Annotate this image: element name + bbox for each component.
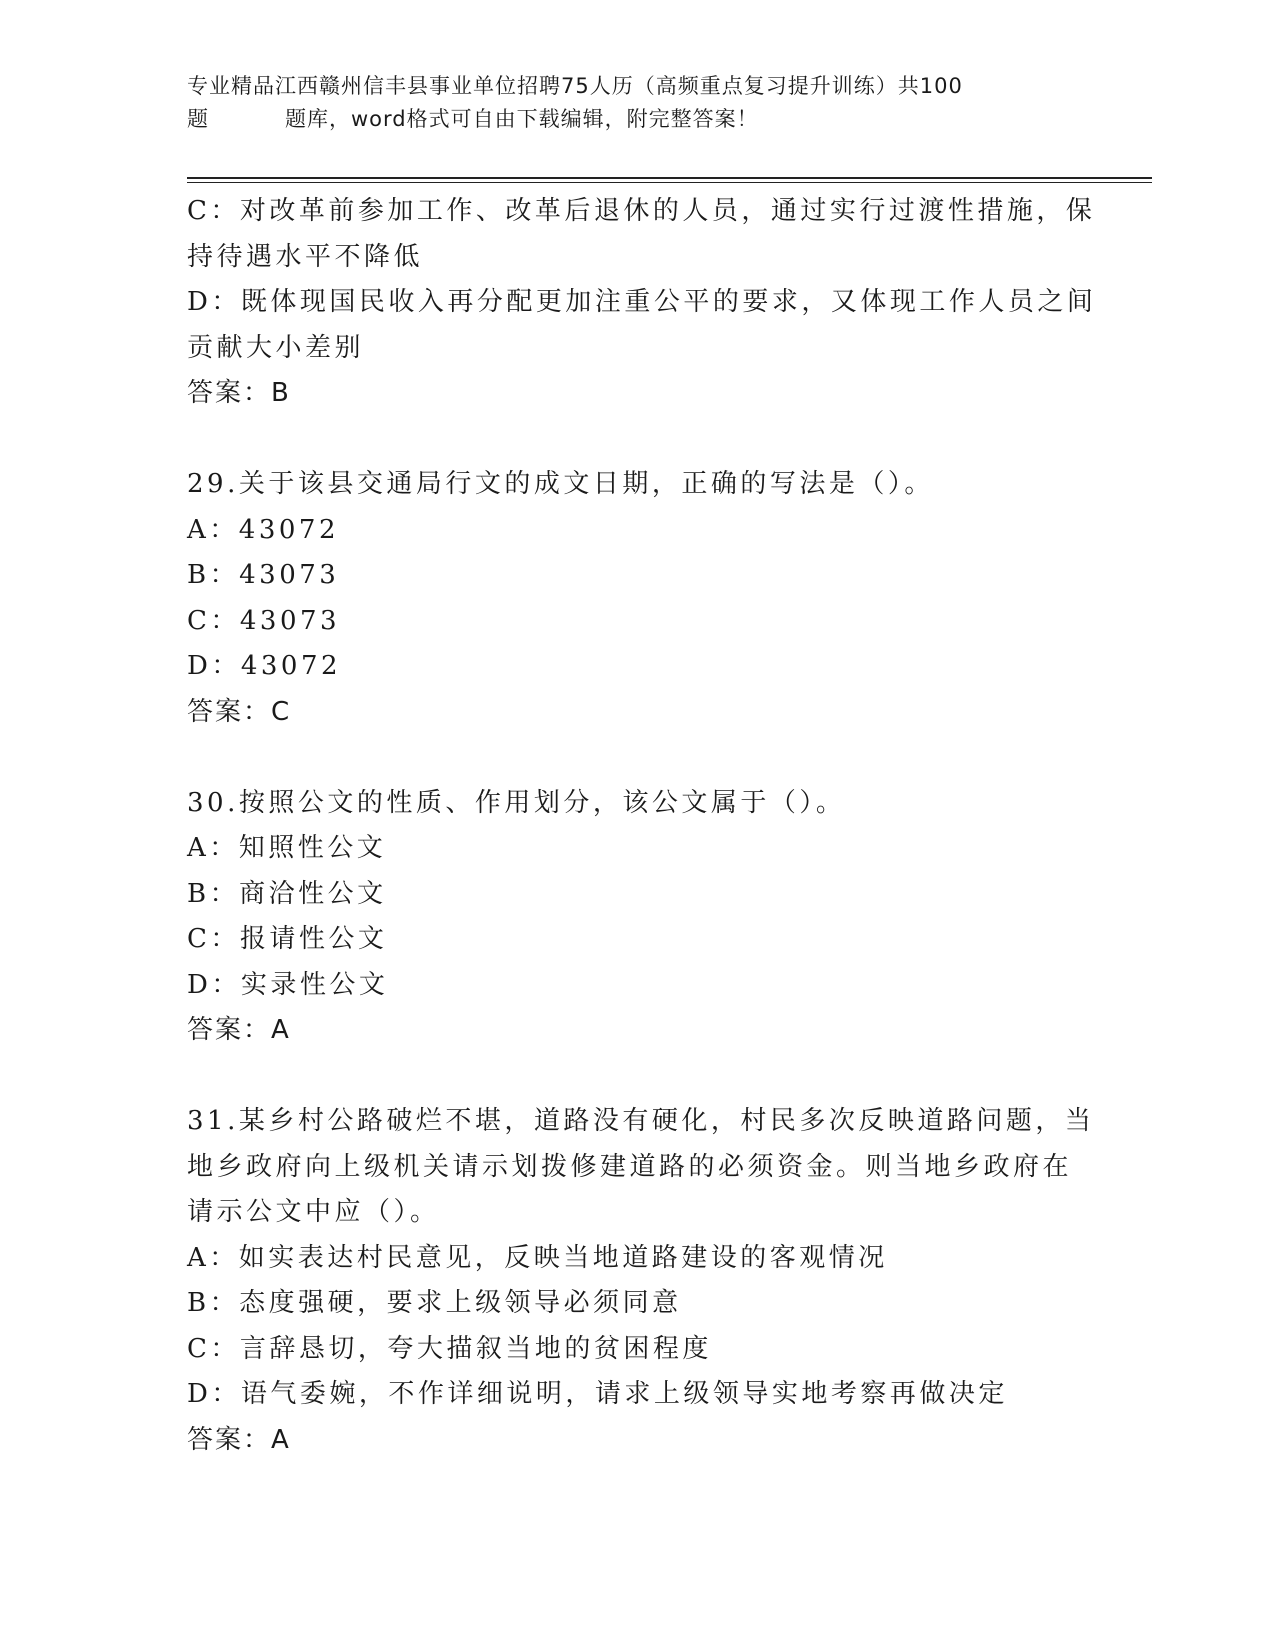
- option-c: C：言辞恳切，夸大描叙当地的贫困程度: [187, 1333, 712, 1364]
- option-c: C：报请性公文: [187, 924, 388, 954]
- option-a: A：如实表达村民意见，反映当地道路建设的客观情况: [187, 1242, 888, 1273]
- option-b: B：商洽性公文: [187, 878, 387, 909]
- question-stem: 29.关于该县交通局行文的成文日期，正确的写法是（）。: [187, 469, 934, 499]
- option-d-line-2: 贡献大小差别: [187, 332, 365, 363]
- spacer: [187, 735, 1087, 781]
- answer: 答案：A: [187, 1015, 291, 1045]
- answer: 答案：C: [187, 696, 292, 727]
- header-line-2: [187, 103, 1087, 136]
- question-stem: 30.按照公文的性质、作用划分，该公文属于（）。: [187, 787, 846, 818]
- option-a: A：知照性公文: [187, 833, 387, 863]
- header-line-2-rest: 题库，word格式可自由下载编辑，附完整答案！: [285, 107, 759, 131]
- header-rule-thin: [187, 182, 1152, 183]
- spacer: [187, 417, 1087, 463]
- option-b: B：43073: [187, 560, 340, 590]
- option-d: D：43072: [187, 651, 342, 681]
- question-stem-line-1: 31.某乡村公路破烂不堪，道路没有硬化，村民多次反映道路问题，当: [187, 1106, 1095, 1136]
- spacer: [187, 1054, 1087, 1100]
- document-header: [187, 70, 1087, 136]
- question-30: [187, 781, 1087, 1054]
- question-29: [187, 462, 1087, 735]
- question-stem-line-2: 地乡政府向上级机关请示划拨修建道路的必须资金。则当地乡政府在: [187, 1151, 1073, 1182]
- option-c-line-2: 持待遇水平不降低: [187, 241, 424, 272]
- question-31: [187, 1099, 1095, 1463]
- option-d: D：语气委婉，不作详细说明，请求上级领导实地考察再做决定: [187, 1379, 1008, 1409]
- option-c: C：43073: [187, 605, 341, 636]
- option-c-line-1: C：对改革前参加工作、改革后退休的人员，通过实行过渡性措施，保: [187, 196, 1096, 226]
- header-line-1: 专业精品江西赣州信丰县事业单位招聘75人历（高频重点复习提升训练）共100: [187, 74, 963, 98]
- option-b: B：态度强硬，要求上级领导必须同意: [187, 1288, 682, 1318]
- option-d: D：实录性公文: [187, 969, 389, 1000]
- header-line-2-lead: 题: [187, 107, 209, 131]
- question-content: [187, 189, 1097, 1463]
- option-d-line-1: D：既体现国民收入再分配更加注重公平的要求，又体现工作人员之间: [187, 287, 1097, 317]
- header-rule-thick: [187, 177, 1152, 179]
- option-a: A：43072: [187, 514, 339, 545]
- answer: 答案：B: [187, 378, 291, 408]
- previous-question-continuation: [187, 189, 1097, 417]
- answer: 答案：A: [187, 1424, 291, 1455]
- question-stem-line-3: 请示公文中应（）。: [187, 1197, 440, 1227]
